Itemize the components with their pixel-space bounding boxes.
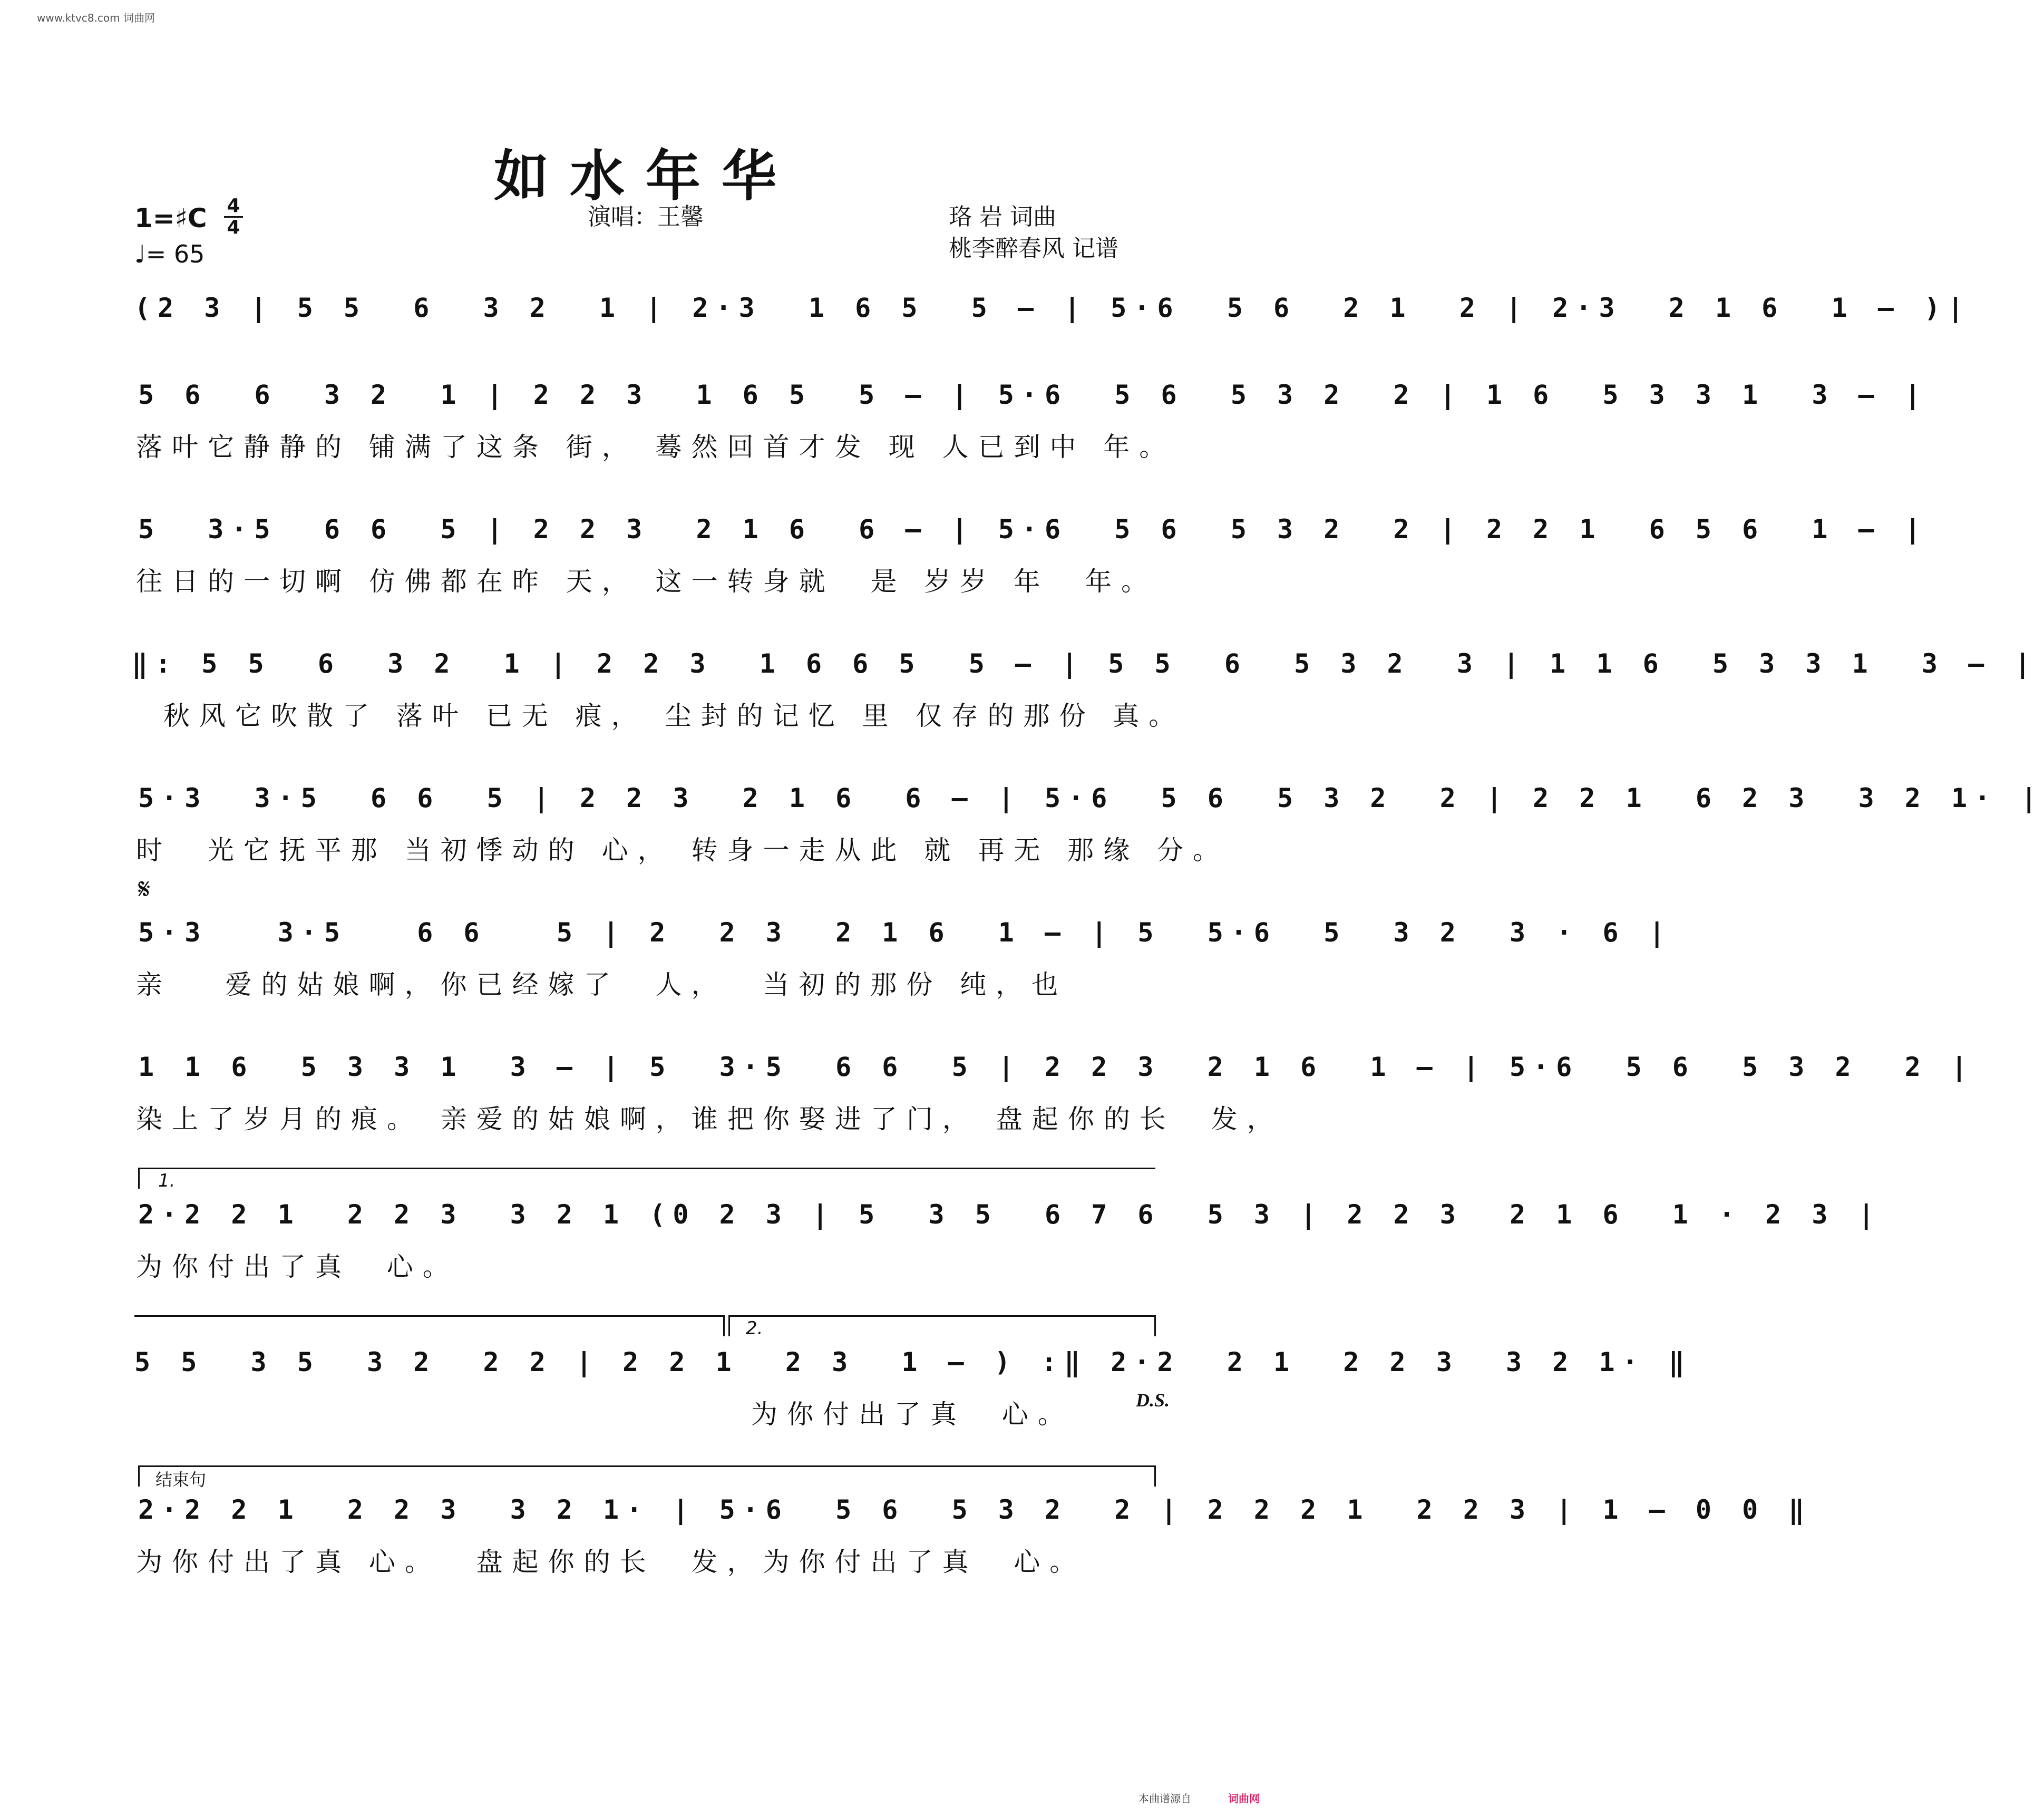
notes-row-8: 2·2 2 1 2 2 3 3 2 1 (0 2 3 | 5 3 5 6 7 6 5 3 | 2 2 3 2 1 6 1 · 2 3 |	[138, 1199, 1882, 1230]
dal-segno-mark: D.S.	[1136, 1390, 1170, 1411]
notes-row-3: 5 3·5 6 6 5 | 2 2 3 2 1 6 6 – | 5·6 5 6 5 3 2 2 | 2 2 1 6 5 6 1 – |	[138, 514, 1928, 545]
volta-2-bracket-end	[1154, 1315, 1156, 1336]
volta-1-bracket-end	[723, 1315, 725, 1336]
lyrics-row-7: 染上了岁月的痕。 亲爱的姑娘啊，谁把你娶进了门， 盘起你的长 发，	[136, 1104, 1283, 1134]
volta-1-bracket-cont	[134, 1315, 725, 1317]
lyrics-row-4: 秋风它吹散了 落叶 已无 痕， 尘封的记忆 里 仅存的那份 真。	[163, 701, 1185, 731]
lyrics-row-6: 亲 爱的姑娘啊，你已经嫁了 人， 当初的那份 纯，也	[136, 969, 1068, 1000]
time-signature	[224, 196, 243, 238]
lyrics-row-2: 落叶它静静的 铺满了这条 街， 蓦然回首才发 现 人已到中 年。	[136, 432, 1175, 462]
notes-row-6: 5·3 3·5 6 6 5 | 2 2 3 2 1 6 1 – | 5 5·6 5 3 2 3 · 6 |	[138, 917, 1672, 948]
volta-1-bracket	[138, 1168, 1155, 1169]
lyrics-row-8: 为你付出了真 心。	[136, 1251, 459, 1282]
notes-row-1: (2 3 | 5 5 6 3 2 1 | 2·3 1 6 5 5 – | 5·6 5 6 2 1 2 | 2·3 2 1 6 1 – )|	[134, 293, 1971, 323]
footer-source: 本曲谱源自	[1138, 1792, 1191, 1805]
notes-row-4: ‖: 5 5 6 3 2 1 | 2 2 3 1 6 6 5 5 – | 5 5 6 5 3 2 3 | 1 1 6 5 3 3 1 3 – |	[132, 648, 2038, 679]
lyrics-row-9: 为你付出了真 心。	[751, 1399, 1074, 1430]
key-signature: 1=♯C	[134, 203, 207, 234]
segno-sign: 𝄋	[138, 872, 151, 906]
notes-row-7: 1 1 6 5 3 3 1 3 – | 5 3·5 6 6 5 | 2 2 3 2 1 6 1 – | 5·6 5 6 5 3 2 2 |	[138, 1052, 1975, 1082]
volta-2-bracket-hook	[728, 1315, 730, 1336]
time-sig-bottom: 4	[224, 216, 243, 238]
lyrics-row-5: 时 光它抚平那 当初悸动的 心， 转身一走从此 就 再无 那缘 分。	[136, 835, 1229, 866]
volta-2-bracket	[728, 1315, 1155, 1317]
notes-row-5: 5·3 3·5 6 6 5 | 2 2 3 2 1 6 6 – | 5·6 5 6 5 3 2 2 | 2 2 1 6 2 3 3 2 1· |	[138, 783, 2044, 813]
ending-bracket-hook	[138, 1465, 140, 1487]
tempo-marking: ♩= 65	[134, 240, 205, 268]
song-title: 如水年华	[493, 143, 797, 208]
singer-credit: 演唱：王馨	[588, 203, 704, 230]
ending-bracket	[138, 1465, 1155, 1467]
volta-2-label: 2.	[746, 1318, 763, 1339]
volta-1-label: 1.	[158, 1170, 176, 1191]
site-watermark: www.ktvc8.com 词曲网	[37, 12, 155, 24]
volta-1-bracket-hook	[138, 1168, 140, 1189]
ending-label: 结束句	[155, 1470, 207, 1490]
transcriber-credit: 桃李醉春风 记谱	[949, 235, 1118, 262]
time-sig-top: 4	[227, 195, 240, 217]
notes-row-2: 5 6 6 3 2 1 | 2 2 3 1 6 5 5 – | 5·6 5 6 5 3 2 2 | 1 6 5 3 3 1 3 – |	[138, 380, 1928, 410]
composer-credit: 珞 岩 词曲	[949, 203, 1056, 230]
notes-row-9: 5 5 3 5 3 2 2 2 | 2 2 1 2 3 1 – ) :‖ 2·2 2 1 2 2 3 3 2 1· ‖	[134, 1347, 1692, 1377]
lyrics-row-3: 往日的一切啊 仿佛都在昨 天， 这一转身就 是 岁岁 年 年。	[136, 566, 1157, 597]
ending-bracket-end	[1154, 1465, 1156, 1487]
footer-site-logo: 词曲网	[1228, 1792, 1260, 1805]
lyrics-row-10: 为你付出了真 心。 盘起你的长 发，为你付出了真 心。	[136, 1547, 1086, 1577]
notes-row-10: 2·2 2 1 2 2 3 3 2 1· | 5·6 5 6 5 3 2 2 | 2 2 2 1 2 2 3 | 1 – 0 0 ‖	[138, 1494, 1812, 1525]
